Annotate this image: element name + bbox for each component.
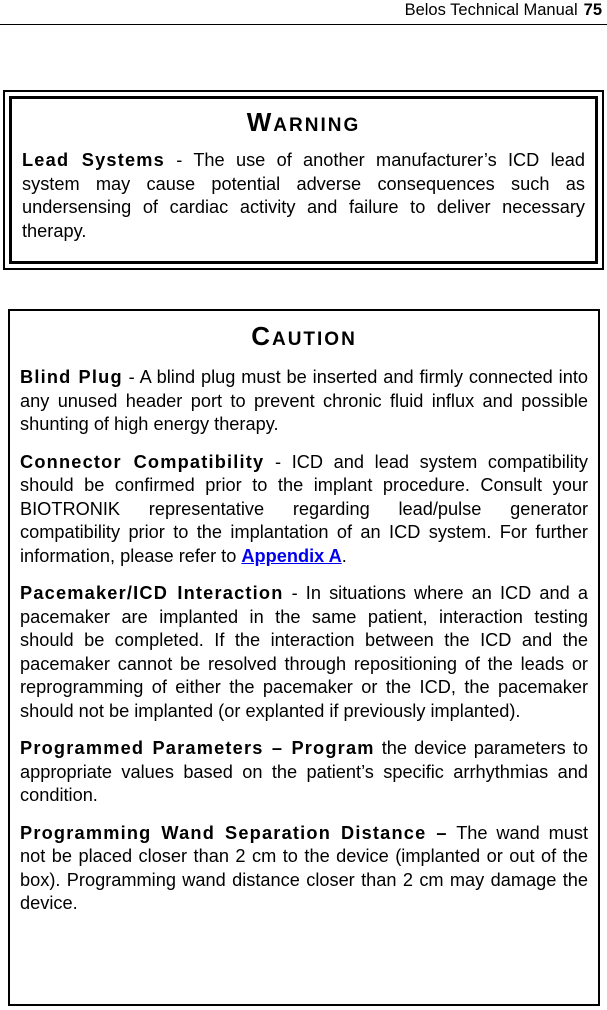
caution-text-after: . [341,545,347,566]
caution-item-wand-separation [20,822,588,916]
caution-text: - ICD and lead system compatibility should be confirmed prior to the implant procedure. Consult your BIOTRONIK representative regarding lead/pulse generator compatibility prior to the implantation of an ICD system. For further information, please refer to [20,451,588,566]
caution-lead: Pacemaker/ICD Interaction [20,583,284,603]
warning-box [3,90,604,270]
caution-item-programmed-parameters [20,737,588,808]
header-text [405,0,602,20]
caution-text: The wand must not be placed closer than 2 cm to the device (implanted or out of the box). Programming wand distance closer than 2 cm may damage the device. [20,822,588,913]
warning-content [22,149,585,257]
caution-title-rest: AUTION [271,329,357,350]
warning-title [12,109,595,139]
caution-content [20,366,588,930]
caution-title [10,323,598,353]
warning-text: - The use of another manufacturer’s ICD lead system may cause potential adverse consequences such as undersensing of cardiac activity and failure to deliver necessary therapy. [22,150,585,241]
caution-title-cap: C [251,321,272,351]
caution-text: - In situations where an ICD and a pacemaker are implanted in the same patient, interaction testing should be completed. If the interaction between the ICD and the pacemaker cannot be resolved through repositioning of the leads or reprogramming of either the pacemaker or the ICD, the pacemaker should not be implanted (or explanted if previously implanted). [20,583,588,721]
warning-title-rest: ARNING [273,115,361,136]
caution-item-blind-plug [20,366,588,437]
caution-lead: Connector Compatibility [20,451,265,472]
warning-box-inner [9,96,598,264]
warning-lead: Lead Systems [22,150,165,170]
caution-box [8,309,600,1006]
page-header [0,0,607,25]
caution-item-connector-compatibility [20,451,588,569]
caution-item-pacemaker-icd-interaction [20,582,588,723]
caution-lead: Programming Wand Separation Distance – [20,822,448,843]
caution-lead: Programmed Parameters – Program [20,738,375,758]
manual-title: Belos Technical Manual [404,1,578,19]
appendix-a-link[interactable]: Appendix A [241,545,342,566]
warning-paragraph [22,149,585,243]
caution-text: the device parameters to appropriate values based on the patient’s specific arrhythmias and condition. [20,738,588,805]
caution-lead: Blind Plug [20,367,123,387]
caution-text: - A blind plug must be inserted and firmly connected into any unused header port to prevent chronic fluid influx and possible shunting of high energy therapy. [20,367,588,434]
page-number: 75 [583,1,602,19]
warning-title-cap: W [246,107,274,137]
